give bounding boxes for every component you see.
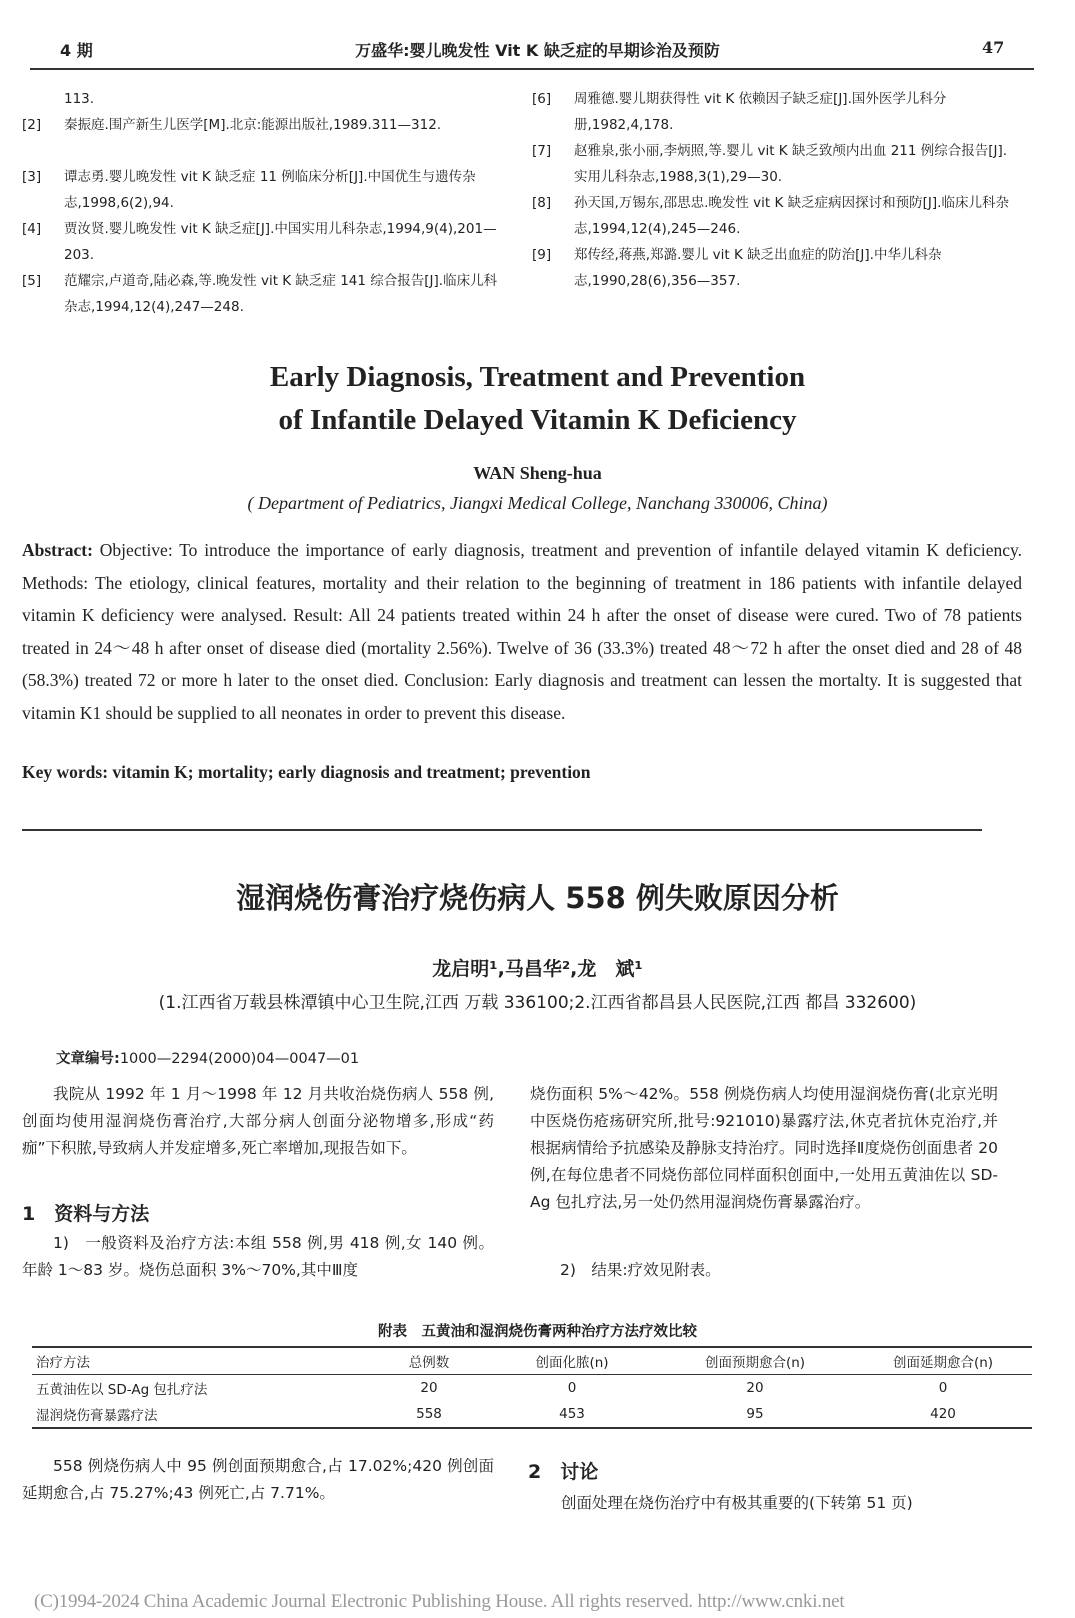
article-title: 湿润烧伤膏治疗烧伤病人 558 例失败原因分析 (236, 881, 839, 915)
table-header-cell: 创面延期愈合(n) (892, 1355, 994, 1371)
article-authors: 龙启明¹,马昌华²,龙 斌¹ (432, 958, 643, 980)
references-right (532, 86, 1022, 294)
table-cell: 20 (746, 1380, 764, 1396)
table-cell: 20 (420, 1380, 438, 1396)
table-cell: 453 (559, 1406, 585, 1422)
table-cell: 0 (938, 1380, 948, 1396)
methods-paragraph: 1) 一般资料及治疗方法:本组 558 例,男 418 例,女 140 例。年龄 1～83 岁。烧伤总面积 3%～70%,其中Ⅲ度 (22, 1234, 494, 1279)
keywords-label: Key words: (22, 762, 109, 782)
reference-item: [7] 赵雅泉,张小丽,李炳照,等.婴儿 vit K 缺乏致颅内出血 211 例综合报告[J].实用儿科杂志,1988,3(1),29—30. (532, 143, 1008, 185)
english-keywords (22, 756, 1022, 789)
keywords-text: vitamin K; mortality; early diagnosis and treatment; prevention (112, 762, 591, 782)
article-number-value: 1000—2294(2000)04—0047—01 (119, 1051, 360, 1067)
reference-item: [6] 周雅德.婴儿期获得性 vit K 依赖因子缺乏症[J].国外医学儿科分册,1982,4,178. (532, 91, 947, 133)
methods-paragraph-continued: 烧伤面积 5%～42%。558 例烧伤病人均使用湿润烧伤膏(北京光明中医烧伤疮疡研究所,批号:921010)暴露疗法,休克者抗休克治疗,并根据病情给予抗感染及静脉支持治疗。同时选择Ⅱ度烧伤创面患者 20 例,在每位患者不同烧伤部位同样面积创面中,一处用五黄油佐以 SD-Ag 包扎疗法,另一处仍然用湿润烧伤膏暴露治疗。 (530, 1085, 998, 1211)
results-table (32, 1346, 1032, 1429)
english-abstract (22, 534, 1022, 729)
results-intro: 2) 结果:疗效见附表。 (560, 1261, 721, 1279)
reference-item: [3] 谭志勇.婴儿晚发性 vit K 缺乏症 11 例临床分析[J].中国优生与遗传杂志,1998,6(2),94. (22, 169, 476, 211)
page-number: 47 (982, 38, 1005, 57)
table-header-cell: 治疗方法 (36, 1355, 90, 1371)
article-number-label: 文章编号: (56, 1051, 120, 1067)
table-cell: 0 (567, 1380, 577, 1396)
table-cell: 湿润烧伤膏暴露疗法 (36, 1408, 158, 1424)
table-header-cell: 创面化脓(n) (535, 1355, 609, 1371)
reference-item: 113. (64, 91, 95, 107)
reference-item: [8] 孙天国,万锡东,邵思忠.晚发性 vit K 缺乏症病因探讨和预防[J].临床儿科杂志,1994,12(4),245—246. (532, 195, 1009, 237)
running-title: 万盛华:婴儿晚发性 Vit K 缺乏症的早期诊治及预防 (355, 41, 720, 60)
reference-item: [5] 范耀宗,卢道奇,陆必森,等.晚发性 vit K 缺乏症 141 综合报告[J].临床儿科杂志,1994,12(4),247—248. (22, 273, 498, 315)
table-cell: 95 (746, 1406, 764, 1422)
section1-heading: 1 资料与方法 (22, 1203, 150, 1225)
reference-item: [2] 秦振庭.围产新生儿医学[M].北京:能源出版社,1989.311—312. (22, 117, 442, 133)
table-cell: 五黄油佐以 SD-Ag 包扎疗法 (36, 1382, 208, 1398)
copyright-footer: (C)1994-2024 China Academic Journal Electronic Publishing House. All rights reserved. http://www.cnki.net (34, 1591, 845, 1612)
discussion-paragraph: 创面处理在烧伤治疗中有极其重要的(下转第 51 页) (561, 1494, 913, 1512)
references-left (22, 86, 512, 320)
table-title: 附表 五黄油和湿润烧伤膏两种治疗方法疗效比较 (378, 1324, 697, 1340)
table-row (32, 1401, 1032, 1428)
article-number (56, 1047, 359, 1068)
table-cell: 558 (416, 1406, 442, 1422)
english-affiliation: ( Department of Pediatrics, Jiangxi Medical College, Nanchang 330006, China) (247, 493, 828, 513)
abstract-label: Abstract: (22, 540, 93, 560)
english-author: WAN Sheng-hua (473, 463, 602, 483)
table-cell: 420 (930, 1406, 956, 1422)
english-title-line2: of Infantile Delayed Vitamin K Deficiency (278, 404, 797, 436)
intro-paragraph: 我院从 1992 年 1 月～1998 年 12 月共收治烧伤病人 558 例,创面均使用湿润烧伤膏治疗,大部分病人创面分泌物增多,形成“药痂”下积脓,导致病人并发症增多,死亡率增加,现报告如下。 (22, 1085, 494, 1157)
abstract-text: Objective: To introduce the importance of early diagnosis, treatment and prevention of infantile delayed vitamin K deficiency. Methods: The etiology, clinical features, mortality and their relation to the beginning of treatment in 186 patients with infantile delayed vitamin K deficiency were analysed. Result: All 24 patients treated within 24 h after the onset of disease were cured. Two of 78 patients treated in 24～48 h after onset of disease died (mortality 2.56%). Twelve of 36 (33.3%) treated 48～72 h after the onset died and 28 of 48 (58.3%) treated 72 or more h later to the onset died. Conclusion: Early diagnosis and treatment can lessen the mortalty. It is suggested that vitamin K1 should be supplied to all neonates in order to prevent this disease. (22, 540, 1022, 723)
reference-item: [4] 贾汝贤.婴儿晚发性 vit K 缺乏症[J].中国实用儿科杂志,1994,9(4),201—203. (22, 221, 497, 263)
table-header-cell: 创面预期愈合(n) (704, 1355, 806, 1371)
table-header-row (32, 1347, 1032, 1375)
section2-heading: 2 讨论 (528, 1461, 599, 1483)
section-divider (22, 829, 982, 831)
issue-number: 4 期 (60, 41, 93, 60)
table-row (32, 1375, 1032, 1402)
english-title-line1: Early Diagnosis, Treatment and Prevention (269, 361, 806, 393)
header-rule (30, 68, 1034, 70)
article-affiliation: (1.江西省万载县株潭镇中心卫生院,江西 万载 336100;2.江西省都昌县人民医院,江西 都昌 332600) (158, 993, 917, 1013)
results-paragraph: 558 例烧伤病人中 95 例创面预期愈合,占 17.02%;420 例创面延期愈合,占 75.27%;43 例死亡,占 7.71%。 (22, 1457, 494, 1502)
reference-item: [9] 郑传经,蒋燕,郑潞.婴儿 vit K 缺乏出血症的防治[J].中华儿科杂志,1990,28(6),356—357. (532, 247, 942, 289)
table-header-cell: 总例数 (408, 1355, 450, 1371)
